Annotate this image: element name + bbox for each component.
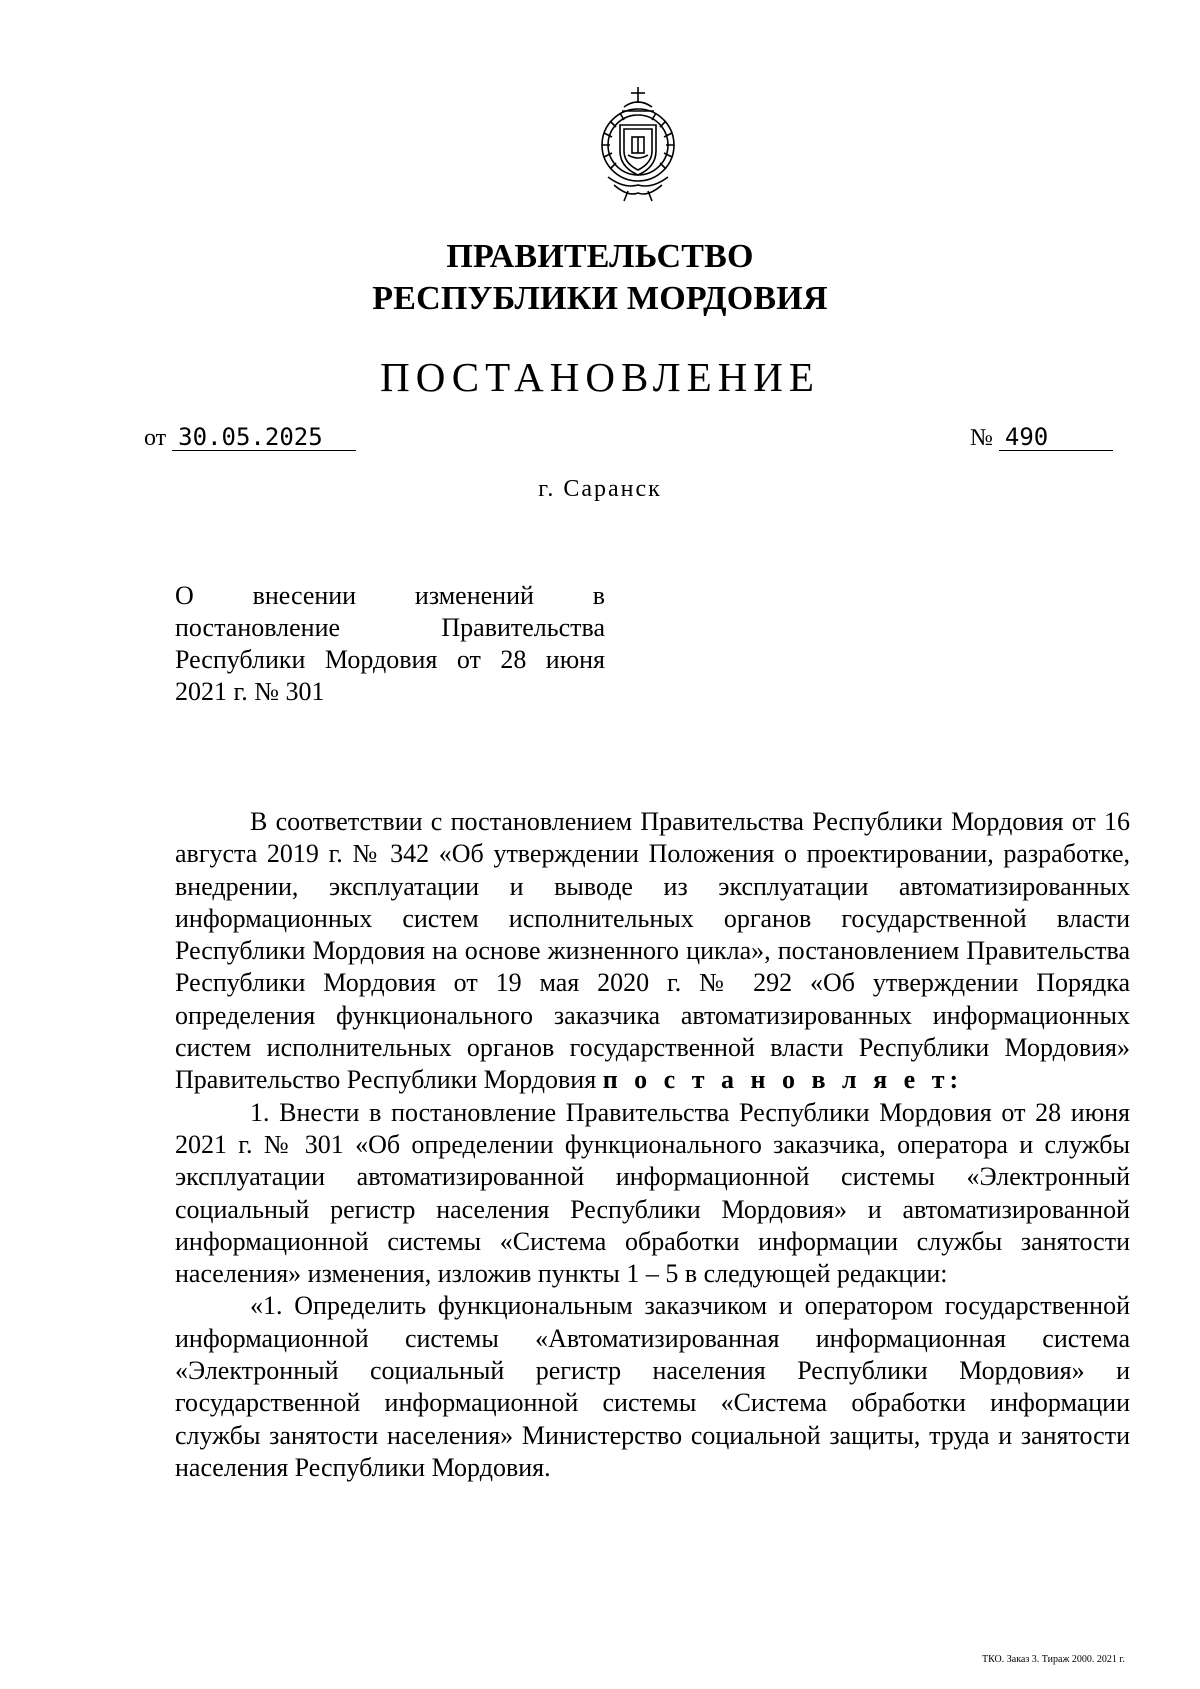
paragraph-1 bbox=[175, 806, 1130, 1097]
document-type: ПОСТАНОВЛЕНИЕ bbox=[380, 354, 820, 400]
document-body bbox=[175, 806, 1130, 1484]
city: г. Саранск bbox=[538, 476, 662, 502]
date-value: 30.05.2025 bbox=[172, 424, 356, 451]
paragraph-3: «1. Определить функциональным заказчиком и оператором государственной информационной системы «Автоматизированная информационная система «Электронный социальный регистр населения Республики Мордовия» и государственной информационной системы «Система обработки информации службы занятости населения» Министерство социальной защиты, труда и занятости населения Республики Мордовия. bbox=[175, 1291, 1130, 1482]
number-field bbox=[970, 423, 1113, 453]
number-value: 490 bbox=[999, 424, 1113, 451]
resolution-verb: п о с т а н о в л я е т: bbox=[602, 1065, 964, 1095]
date-prefix: от bbox=[144, 425, 167, 451]
print-info: ТКО. Заказ 3. Тираж 2000. 2021 г. bbox=[982, 1654, 1125, 1665]
paragraph-2: 1. Внести в постановление Правительства Республики Мордовия от 28 июня 2021 г. № 301 «Об определении функционального заказчика, оператора и службы эксплуатации автоматизированной информационной системы «Электронный социальный регистр населения Республики Мордовия» и автоматизированной информационной системы «Система обработки информации службы занятости населения» изменения, изложив пункты 1 – 5 в следующей редакции: bbox=[175, 1097, 1130, 1289]
organization-name-line2: РЕСПУБЛИКИ МОРДОВИЯ bbox=[372, 280, 828, 317]
paragraph-1-text: В соответствии с постановлением Правительства Республики Мордовия от 16 августа 2019 г. № 342 «Об утверждении Положения о проектировании, разработке, внедрении, эксплуатации и выводе из эксплуатации автоматизированных информационных систем исполнительных органов государственной власти Республики Мордовия на основе жизненного цикла», постановлением Правительства Республики Мордовия от 19 мая 2020 г. № 292 «Об утверждении Порядка определения функционального заказчика автоматизированных информационных систем исполнительных органов государственной власти Республики Мордовия» Правительство Республики Мордовия bbox=[175, 807, 1130, 1095]
document-title: О внесении изменений в постановление Правительства Республики Мордовия от 28 июня 2021 г. № 301 bbox=[175, 581, 605, 706]
organization-name-line1: ПРАВИТЕЛЬСТВО bbox=[446, 238, 754, 275]
coat-of-arms-icon bbox=[584, 85, 692, 203]
date-field bbox=[144, 423, 356, 453]
number-prefix: № bbox=[970, 425, 993, 451]
